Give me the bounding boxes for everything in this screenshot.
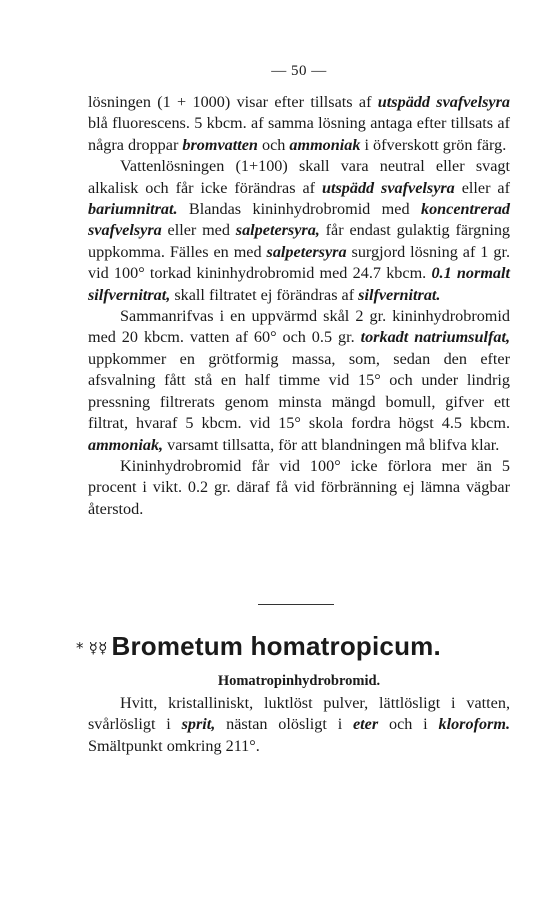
emphasis-text: ammoniak [289, 135, 361, 154]
emphasis-text: 0.1 normalt silfvernitrat, [88, 264, 510, 304]
text-run: Vattenlösningen (1+100) skall vara neutral eller svagt alkalisk och får icke förändras af [88, 157, 510, 197]
section-divider [258, 604, 334, 605]
emphasis-text: bariumnitrat. [88, 200, 178, 219]
text-run: eller af [454, 178, 510, 197]
poison-mark-icon: * ☿☿ [76, 639, 108, 657]
emphasis-text: kloroform. [438, 715, 510, 734]
entry-heading [76, 631, 522, 662]
emphasis-text: sprit, [181, 715, 216, 734]
emphasis-text: silfvernitrat. [358, 285, 441, 304]
text-run: Kininhydrobromid får vid 100° icke förlora mer än 5 procent i vikt. 0.2 gr. däraf få vid förbränning ej lämna vägbar återstod. [88, 456, 510, 518]
emphasis-text: salpetersyra [266, 242, 347, 261]
paragraph [88, 693, 510, 757]
text-run: uppkommer en grötformig massa, som, sedan den efter afsvalning fått stå en half timme vid 15° och under lindrig pressning filtrerats genom minsta mängd bomull, gifver ett filtrat, hvaraf 5 kbcm. vid 15° skola fordra högst 4.5 kbcm. [88, 349, 510, 433]
entry-title: Brometum homatropicum. [111, 631, 441, 661]
body-text [88, 92, 510, 520]
emphasis-text: ammoniak, [88, 435, 164, 454]
entry-subheading: Homatropinhydrobromid. [217, 673, 381, 689]
text-run: Smältpunkt omkring 211°. [88, 736, 260, 755]
text-run: och [257, 135, 290, 154]
paragraph [88, 92, 510, 156]
emphasis-text: utspädd svafvelsyra [321, 178, 455, 197]
text-run: i öfverskott grön färg. [360, 135, 507, 154]
text-run: nästan olösligt i [215, 715, 353, 734]
emphasis-text: eter [353, 715, 379, 734]
text-run: eller med [161, 221, 236, 240]
text-run: lösningen (1 + 1000) visar efter tillsats af [88, 93, 378, 111]
emphasis-text: salpetersyra, [235, 221, 320, 240]
paragraph [88, 306, 510, 456]
paragraph [88, 456, 510, 520]
emphasis-text: koncentrerad svafvelsyra [88, 200, 510, 240]
text-run: och i [378, 715, 439, 734]
entry-description [88, 693, 510, 757]
text-run: får endast gulaktig färgning uppkomma. Fälles en med [88, 221, 511, 261]
page-number: — 50 — [271, 63, 327, 79]
text-run: skall filtratet ej förändras af [170, 285, 359, 304]
emphasis-text: torkadt natriumsulfat, [360, 328, 511, 347]
text-run: Blandas kininhydrobromid med [177, 200, 421, 219]
text-run: Hvitt, kristalliniskt, luktlöst pulver, lättlösligt i vatten, svårlösligt i [88, 694, 510, 734]
text-run: blå fluorescens. 5 kbcm. af samma lösning antaga efter tillsats af några droppar [88, 114, 510, 154]
emphasis-text: utspädd svafvelsyra [377, 93, 510, 111]
paragraph [88, 156, 510, 306]
text-run: Sammanrifvas i en uppvärmd skål 2 gr. kininhydrobromid med 20 kbcm. vatten af 60° och 0.5 gr. [88, 307, 510, 347]
text-run: varsamt tillsatta, för att blandningen må blifva klar. [163, 435, 500, 454]
emphasis-text: bromvatten [182, 135, 258, 154]
text-run: surgjord lösning af 1 gr. vid 100° torkad kininhydrobromid med 24.7 kbcm. [88, 242, 510, 283]
